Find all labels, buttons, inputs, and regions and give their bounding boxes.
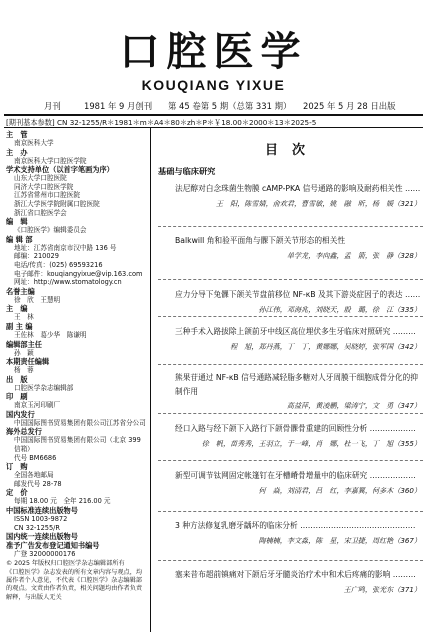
masthead-value: 浙江大学医学院附属口腔医院	[14, 199, 100, 208]
header-rule	[4, 127, 423, 128]
masthead-label: 定 价	[6, 488, 28, 498]
masthead-label: 编 辑 部	[6, 234, 33, 244]
masthead-value: 全国各地邮局	[14, 471, 54, 480]
journal-pinyin-title: KOUQIANG YIXUE	[141, 77, 286, 93]
masthead-label: 出 版	[6, 374, 28, 384]
toc-entry-authors: 王 阳，陈雪婧，俞欢君，曹雪敏，姚 融 昕，杨 媛（321）	[215, 199, 421, 208]
masthead-value: 中国国际图书贸易集团有限公司江苏省分公司	[14, 418, 146, 427]
masthead-label: 订 购	[6, 462, 28, 472]
masthead-value: 同济大学口腔医学院	[14, 182, 74, 191]
masthead-label: 本期责任编辑	[6, 357, 50, 367]
toc-entry-title[interactable]: 3 种方法修复乳磨牙龋坏的临床分析 ………………………………………	[175, 521, 416, 530]
masthead-label: 印 刷	[6, 392, 28, 402]
masthead-label: 国内发行	[6, 409, 35, 419]
toc-entry[interactable]	[175, 232, 421, 262]
masthead-value: 邮发代号 28-78	[14, 479, 62, 488]
publication-date: 2025 年 5 月 28 日出版	[303, 101, 396, 111]
masthead-value: 孙 颖	[14, 348, 34, 357]
toc-entry-title[interactable]: 应力分导下兔髁下颌关节盘前移位 NF-κB 及其下游炎症因子的表达 ……	[175, 290, 421, 299]
journal-codes: [期刊基本参数] CN 32-1255/R＊1981＊m＊A4＊80＊zh＊P＊￥18.00＊2000＊13＊2025-5	[6, 118, 317, 127]
masthead	[6, 130, 146, 602]
toc-entry-authors: 程 旭，郑丹燕，丁 丁，黄娜娜，吴晓婷，张军国（342）	[230, 342, 421, 351]
masthead-value: 中国国际图书贸易集团有限公司（北京 399	[14, 436, 141, 445]
toc-entry-authors: 徐 帆，苗秀秀，王羽立，于一峰，肖 娜，杜一飞，丁 旭（355）	[201, 439, 421, 448]
toc-separator	[158, 316, 423, 317]
masthead-label: 学术支持单位（以首字笔画为序）	[6, 165, 114, 175]
masthead-value: ISSN 1003-9872	[14, 515, 68, 524]
volume-issue: 第 45 卷第 5 期（总第 331 期）	[168, 101, 292, 111]
founded-date: 1981 年 9 月创刊	[84, 101, 153, 111]
toc-entry-title[interactable]: 经口入路与经下颌下入路行下颌骨髁骨重建的回顾性分析 ………………	[175, 424, 416, 433]
masthead-value: 网址：http://www.stomatology.cn	[14, 278, 122, 287]
masthead-value: 江苏省常州市口腔医院	[14, 191, 80, 200]
journal-logo: 口腔医学	[119, 29, 308, 75]
masthead-label: 主 编	[6, 304, 28, 314]
copyright-note: 《口腔医学》杂志发表的所有文章内容与观点，均属作者个人意见，不代表《口腔医学》杂志编辑部的观点。文责由作者负责，相关问题均由作者负责解释，与出版人无关	[6, 569, 143, 601]
masthead-value: 南京玉河印刷厂	[14, 401, 61, 410]
masthead-value: 广登 32000000176	[14, 550, 76, 559]
masthead-label: 编辑部主任	[6, 339, 42, 349]
masthead-value: 浙江省口腔医学会	[14, 208, 67, 217]
toc-entry-authors: 王广鸣，张光东（371）	[343, 585, 421, 594]
toc-entry-authors: 单学龙，李向鑫，孟 箭，张 静（328）	[286, 251, 421, 260]
toc-entry[interactable]	[175, 323, 421, 353]
toc-entry[interactable]	[175, 566, 421, 596]
masthead-value: 南京医科大学	[14, 139, 54, 147]
masthead-value: 《口腔医学》编辑委员会	[14, 226, 87, 235]
masthead-label: 编 辑	[6, 217, 28, 227]
top-rule	[4, 114, 423, 116]
toc-entry[interactable]	[175, 517, 421, 547]
masthead-value: 信箱）	[14, 445, 34, 454]
masthead-value: 徐 欣 王慧明	[14, 295, 61, 304]
column-divider	[150, 127, 151, 632]
masthead-label: 主 办	[6, 147, 28, 157]
masthead-label: 主 管	[6, 130, 28, 139]
masthead-value: 杨 蓉	[14, 366, 34, 375]
toc-entry[interactable]	[175, 180, 421, 210]
toc-entry-title[interactable]: 三种手术入路拔除上颌前牙中线区高位埋伏多生牙临床对照研究 ………	[175, 327, 416, 336]
masthead-label: 国内统一连续出版物号	[6, 532, 78, 542]
toc-entry-title[interactable]: 法尼醇对白念珠菌生物膜 cAMP-PKA 信号通路的影响及耐药相关性 ……	[175, 184, 421, 193]
masthead-value: 每期 18.00 元 全年 216.00 元	[14, 497, 111, 506]
toc-entry-title[interactable]: 新型可调节钛网固定帐篷钉在牙槽嵴骨增量中的临床研究 ………………	[175, 471, 416, 480]
masthead-value: 邮编：210029	[14, 252, 59, 261]
toc-separator	[158, 226, 423, 227]
frequency: 月刊	[44, 101, 61, 111]
toc-entry-title[interactable]: 塞来昔布超前镇痛对下颌后牙牙髓炎治疗术中和术后疼痛的影响 ………	[175, 570, 416, 579]
toc-entry-title[interactable]: 熊果苷通过 NF-κB 信号通路减轻脂多糖对人牙周膜干细胞成骨分化的抑制作用	[175, 373, 418, 396]
masthead-label: 副 主 编	[6, 321, 33, 331]
masthead-value: 地址：江苏省南京市汉中路 136 号	[14, 243, 117, 252]
toc-separator	[158, 413, 423, 414]
toc-entry-title[interactable]: Balkwill 角和验平面角与髁下颌关节形态的相关性	[175, 236, 346, 245]
masthead-value: CN 32-1255/R	[14, 523, 60, 532]
toc-separator	[158, 279, 423, 280]
toc-entry-authors: 何 焱，刘清君，吕 红，李嘉翼，何多木（360）	[258, 486, 421, 495]
masthead-value: 口腔医学杂志编辑部	[14, 383, 74, 392]
toc-separator	[158, 560, 423, 561]
toc-entry-authors: 陶楠楠，李文淼，陈 星，宋卫捷，周红艳（367）	[258, 536, 421, 545]
toc-entry[interactable]	[175, 420, 421, 450]
masthead-label: 海外总发行	[6, 427, 42, 437]
masthead-value: 王 林	[14, 313, 34, 322]
toc-title: 目次	[265, 143, 320, 158]
toc-separator	[158, 460, 423, 461]
section-heading: 基础与临床研究	[158, 166, 216, 176]
masthead-value: 王佐林 葛少华 陈谦明	[14, 330, 87, 339]
masthead-value: 南京医科大学口腔医学院	[14, 156, 87, 165]
masthead-label: 中国标准连续出版物号	[6, 506, 78, 516]
toc-entry[interactable]	[175, 286, 421, 316]
toc-separator	[158, 364, 423, 365]
toc-entry-authors: 孙江伟，邓海兆，刘晓天，殷 璐，徐 江（335）	[258, 305, 421, 314]
copyright-note: © 2025 年版权归口腔医学杂志编辑部所有	[6, 559, 125, 567]
toc-entry-authors: 高益萍，黄凌鹏，梁涛宁，文 勇（347）	[286, 401, 421, 410]
masthead-label: 名誉主编	[6, 286, 35, 296]
masthead-value: 电子邮件：kouqiangyixue@vip.163.com	[14, 269, 143, 278]
masthead-value: 山东大学口腔医院	[14, 174, 67, 183]
toc-entry[interactable]	[175, 371, 421, 412]
masthead-value: 代号 BM6686	[14, 453, 57, 462]
toc-separator	[158, 511, 423, 512]
toc-entry[interactable]	[175, 467, 421, 497]
masthead-value: 电话/传真：(025) 69593216	[14, 260, 103, 269]
masthead-label: 准予广告发布登记通知书编号	[6, 541, 100, 551]
